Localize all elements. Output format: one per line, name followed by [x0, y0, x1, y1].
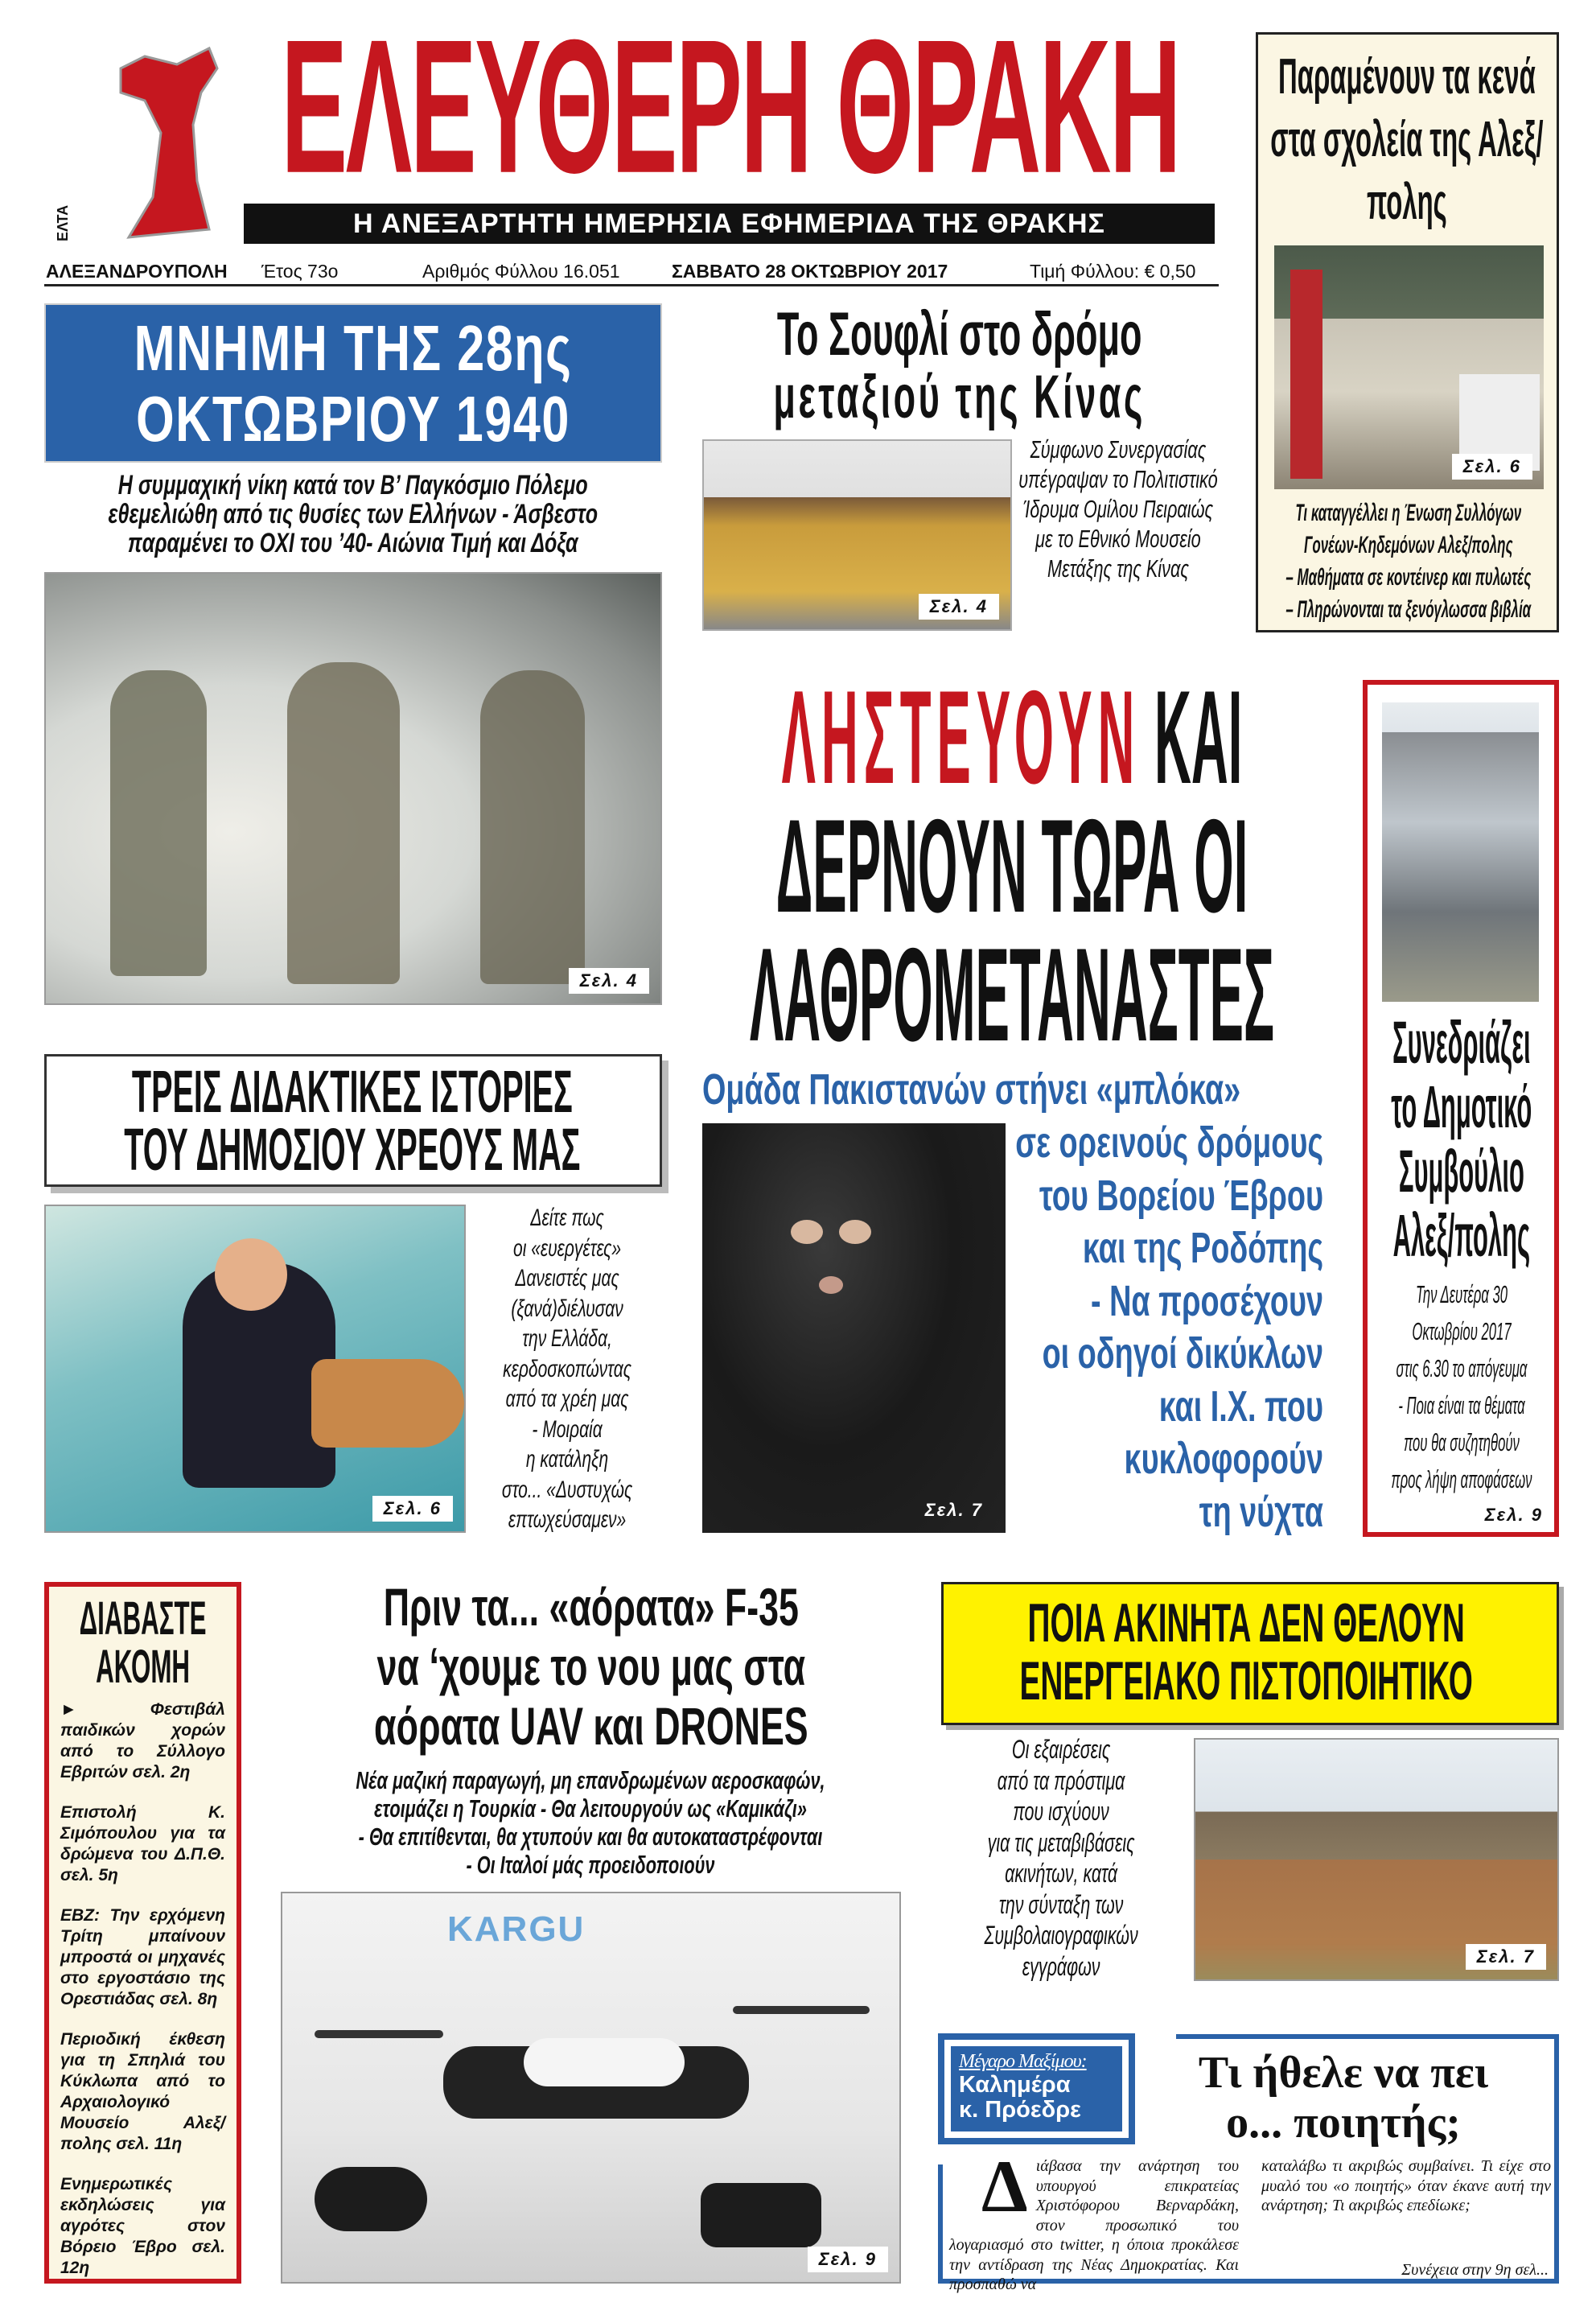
- soufli-headline[interactable]: Το Σουφλί στο δρόμο μεταξιού της Κίνας: [773, 300, 1146, 431]
- main-headline-red: ΛΗΣΤΕΥΟΥΝ: [781, 673, 1141, 811]
- page-ref: Σελ. 6: [1452, 454, 1532, 480]
- read-more-item[interactable]: ΕΒΖ: Την ερχόμενη Τρίτη μπαίνουν μπροστά οι μηχανές στο εργοστάσιο της Ορεστιάδας σελ. 8η: [60, 1906, 225, 2008]
- column-body-left: Διάβασα την ανάρτηση του υπουργού επικρατείας Χριστόφορου Βερναρδάκη, στον προσωπικό του λογαριασμό στο twitter, η όποια προκάλεσε την αντίδραση της Νέας Δημοκρατίας. Και προσπαθώ να: [949, 2145, 1239, 2293]
- read-more-item[interactable]: Επιστολή Κ. Σιμόπουλου για τα δρώμενα του Δ.Π.Θ. σελ. 5η: [60, 1803, 225, 1884]
- page-ref: Σελ. 7: [1466, 1944, 1546, 1970]
- read-more-item[interactable]: ► Φεστιβάλ παιδικών χορών από το Σύλλογο Εβριτών σελ. 2η: [60, 1700, 225, 1781]
- drone-photo: [281, 1892, 901, 2284]
- page-ref: Σελ. 9: [808, 2247, 888, 2272]
- council-headline: Συνεδριάζει το Δημοτικό Συμβούλιο Αλεξ/πολης: [1391, 1009, 1532, 1269]
- column-kicker: Μέγαρο Μαξίμου:: [959, 2051, 1087, 2072]
- energy-text: Οι εξαιρέσεις από τα πρόστιμα που ισχύουν για τις μεταβιβάσεις ακινήτων, κατά την σύνταξη των Συμβολαιογραφικών εγγράφων: [984, 1735, 1138, 1981]
- issue-info-bar: [44, 257, 1219, 286]
- soufli-mansion-photo: [702, 439, 1012, 631]
- price: Τιμή Φύλλου: € 0,50: [1030, 261, 1196, 282]
- date: ΣΑΒΒΑΤΟ 28 ΟΚΤΩΒΡΙΟΥ 2017: [672, 261, 948, 282]
- dropcap: Δ: [981, 2145, 1028, 2227]
- page-ref: Σελ. 6: [372, 1496, 453, 1522]
- issue-number: Αριθμός Φύλλου 16.051: [422, 261, 620, 282]
- debt-text: Δείτε πως οι «ευεργέτες» Δανειστές μας (ξανά)διέλυσαν την Ελλάδα, κερδοσκοπώντας από τα χρέη μας - Μοιραία η κατάληξη στο... «Δυστυχώς επτωχεύσαμεν»: [501, 1205, 633, 1533]
- memory-subtitle: Η συμμαχική νίκη κατά τον Β’ Παγκόσμιο Πόλεμο εθεμελιώθη από τις θυσίες των Ελλήνων - Άσβεστο παραμένει το ΟΧΙ του ’40- Αιώνια Τιμή και Δόξα: [108, 470, 598, 558]
- schools-story[interactable]: [1256, 32, 1559, 632]
- column-body-right: καταλάβω τι ακριβώς συμβαίνει. Τι είχε στο μυαλό του «ο ποιητής» όταν έκανε αυτή την ανάρτηση; Τι ακριβώς επεδίωκε;: [1261, 2157, 1551, 2214]
- town-hall-photo: [1382, 702, 1539, 1002]
- debt-cartoon: [44, 1205, 466, 1533]
- masthead-tagline: Η ΑΝΕΞΑΡΤΗΤΗ ΗΜΕΡΗΣΙΑ ΕΦΗΜΕΡΙΔΑ ΤΗΣ ΘΡΑΚΗΣ: [244, 204, 1215, 244]
- column-continued-link[interactable]: Συνέχεια στην 9η σελ...: [1401, 2261, 1549, 2279]
- main-subheadline: σε ορεινούς δρόμους του Βορείου Έβρου και της Ροδόπης - Να προσέχουν οι οδηγοί δικύκλων και Ι.Χ. που κυκλοφορούν τη νύχτα: [1015, 1118, 1323, 1536]
- logo-statue: [97, 36, 233, 245]
- page-ref: Σελ. 4: [569, 968, 649, 994]
- page-ref: Σελ. 9: [1484, 1505, 1543, 1525]
- debt-headline[interactable]: ΤΡΕΙΣ ΔΙΔΑΚΤΙΚΕΣ ΙΣΤΟΡΙΕΣ ΤΟΥ ΔΗΜΟΣΙΟΥ ΧΡΕΟΥΣ ΜΑΣ: [44, 1054, 662, 1187]
- read-more-item[interactable]: Ενημερωτικές εκδηλώσεις για αγρότες στον Βόρειο Έβρο σελ. 12η: [60, 2175, 225, 2277]
- memory-headline[interactable]: ΜΝΗΜΗ ΤΗΣ 28ης ΟΚΤΩΒΡΙΟΥ 1940: [44, 303, 662, 463]
- main-subheadline-first: Ομάδα Πακιστανών στήνει «μπλόκα»: [702, 1065, 1241, 1114]
- city: ΑΛΕΞΑΝΔΡΟΥΠΟΛΗ: [46, 261, 228, 282]
- column-kicker-box[interactable]: Μέγαρο Μαξίμου: Καλημέρα κ. Πρόεδρε: [938, 2033, 1135, 2144]
- schools-headline: Παραμένουν τα κενά στα σχολεία της Αλεξ/πολης: [1270, 49, 1544, 230]
- stone-hut-photo: [1194, 1738, 1559, 1981]
- masthead-title: ΕΛΕΥΘΕΡΗ ΘΡΑΚΗ: [281, 24, 1180, 189]
- main-headline[interactable]: ΛΗΣΤΕΥΟΥΝ ΚΑΙ ΔΕΡΝΟΥΝ ΤΩΡΑ ΟΙ ΛΑΘΡΟΜΕΤΑΝΑΣΤΕΣ: [702, 673, 1323, 1059]
- elta-postal-mark: ΕΛΤΑ: [55, 204, 71, 241]
- year: Έτος 73ο: [261, 261, 339, 282]
- council-story[interactable]: [1363, 680, 1559, 1537]
- classroom-photo: [1274, 245, 1544, 489]
- schools-caption: Τι καταγγέλλει η Ένωση Συλλόγων Γονέων-Κηδεμόνων Αλεξ/πολης – Μαθήματα σε κοντέινερ και πυλωτές – Πληρώνονται τα ξενόγλωσσα βιβλία: [1285, 500, 1532, 623]
- drones-subtitle: Νέα μαζική παραγωγή, μη επανδρωμένων αεροσκαφών, ετοιμάζει η Τουρκία - Θα λειτουργούν ως «Καμικάζι» - Θα επιτίθενται, θα χτυπούν και θα αυτοκαταστρέφονται - Οι Ιταλοί μάς προειδοποιούν: [356, 1766, 825, 1879]
- energy-headline[interactable]: ΠΟΙΑ ΑΚΙΝΗΤΑ ΔΕΝ ΘΕΛΟΥΝ ΕΝΕΡΓΕΙΑΚΟ ΠΙΣΤΟΠΟΙΗΤΙΚΟ: [941, 1582, 1559, 1725]
- column-headline: Τι ήθελε να πει ο... ποιητής;: [1198, 2048, 1489, 2148]
- drones-headline[interactable]: Πριν τα... «αόρατα» F-35 να ‘χουμε το νου μας στα αόρατα UAV και DRONES: [374, 1577, 808, 1756]
- read-more-box: [44, 1582, 241, 2284]
- war-painting: [44, 572, 662, 1005]
- read-more-title: ΔΙΑΒΑΣΤΕ ΑΚΟΜΗ: [79, 1592, 207, 1693]
- page-ref: Σελ. 7: [924, 1500, 983, 1520]
- kargu-sign: KARGU: [447, 1909, 586, 1949]
- page-ref: Σελ. 4: [919, 594, 999, 620]
- read-more-item[interactable]: Περιοδική έκθεση για τη Σπηλιά του Κύκλωπα από το Αρχαιολογικό Μουσείο Αλεξ/πολης σελ. 11η: [60, 2030, 225, 2153]
- council-text: Την Δευτέρα 30 Οκτωβρίου 2017 στις 6.30 το απόγευμα - Ποια είναι τα θέματα που θα συζητηθούν προς λήψη αποφάσεων: [1391, 1280, 1532, 1493]
- soufli-text: Σύμφωνο Συνεργασίας υπέγραψαν το Πολιτιστικό Ίδρυμα Ομίλου Πειραιώς με το Εθνικό Μουσείο Μετάξης της Κίνας: [1018, 435, 1218, 583]
